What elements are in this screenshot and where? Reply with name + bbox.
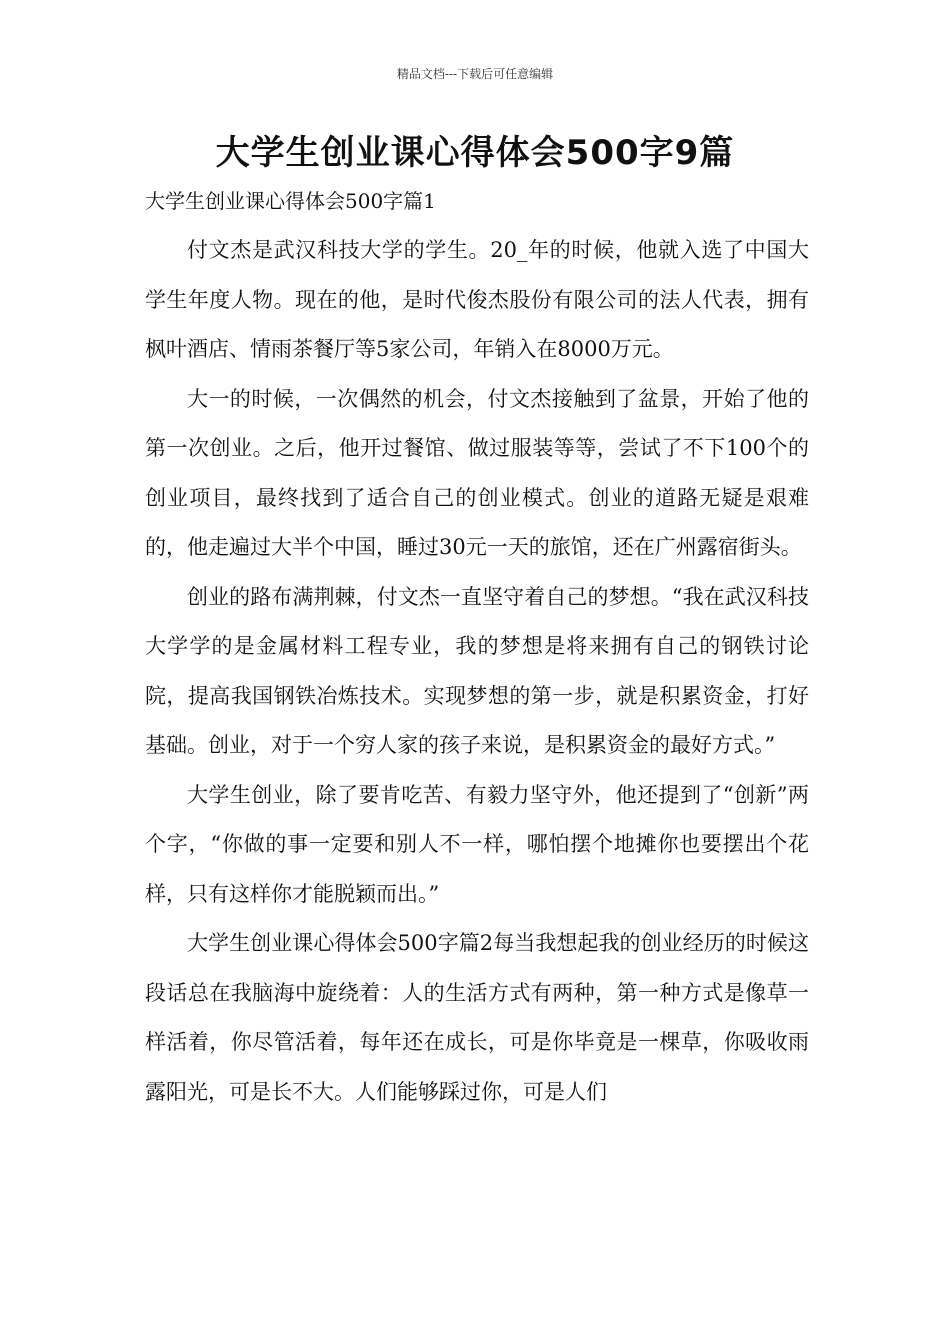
paragraph: 创业的路布满荆棘，付文杰一直坚守着自己的梦想。“我在武汉科技大学学的是金属材料工程专业，我的梦想是将来拥有自己的钢铁讨论院，提高我国钢铁冶炼技术。实现梦想的第一步，就是积累资金，打好基础。创业，对于一个穷人家的孩子来说，是积累资金的最好方式。” [145, 584, 809, 757]
section-heading: 大学生创业课心得体会500字篇1 [145, 189, 436, 213]
document-title: 大学生创业课心得体会500字9篇 [215, 133, 735, 173]
paragraph: 大学生创业，除了要肯吃苦、有毅力坚守外，他还提到了“创新”两个字，“你做的事一定要和别人不一样，哪怕摆个地摊你也要摆出个花样，只有这样你才能脱颖而出。” [145, 782, 809, 906]
page-header-tagline: 精品文档---下载后可任意编辑 [396, 67, 554, 81]
document-body [145, 226, 809, 1117]
paragraph: 大一的时候，一次偶然的机会，付文杰接触到了盆景，开始了他的第一次创业。之后，他开过餐馆、做过服装等等，尝试了不下100个的创业项目，最终找到了适合自己的创业模式。创业的道路无疑是艰难的，他走遍过大半个中国，睡过30元一天的旅馆，还在广州露宿街头。 [145, 386, 809, 559]
paragraph: 大学生创业课心得体会500字篇2每当我想起我的创业经历的时候这段话总在我脑海中旋绕着：人的生活方式有两种，第一种方式是像草一样活着，你尽管活着，每年还在成长，可是你毕竟是一棵草，你吸收雨露阳光，可是长不大。人们能够踩过你，可是人们 [145, 931, 809, 1104]
paragraph: 付文杰是武汉科技大学的学生。20_年的时候，他就入选了中国大学生年度人物。现在的他，是时代俊杰股份有限公司的法人代表，拥有枫叶酒店、情雨茶餐厅等5家公司，年销入在8000万元。 [145, 238, 809, 361]
